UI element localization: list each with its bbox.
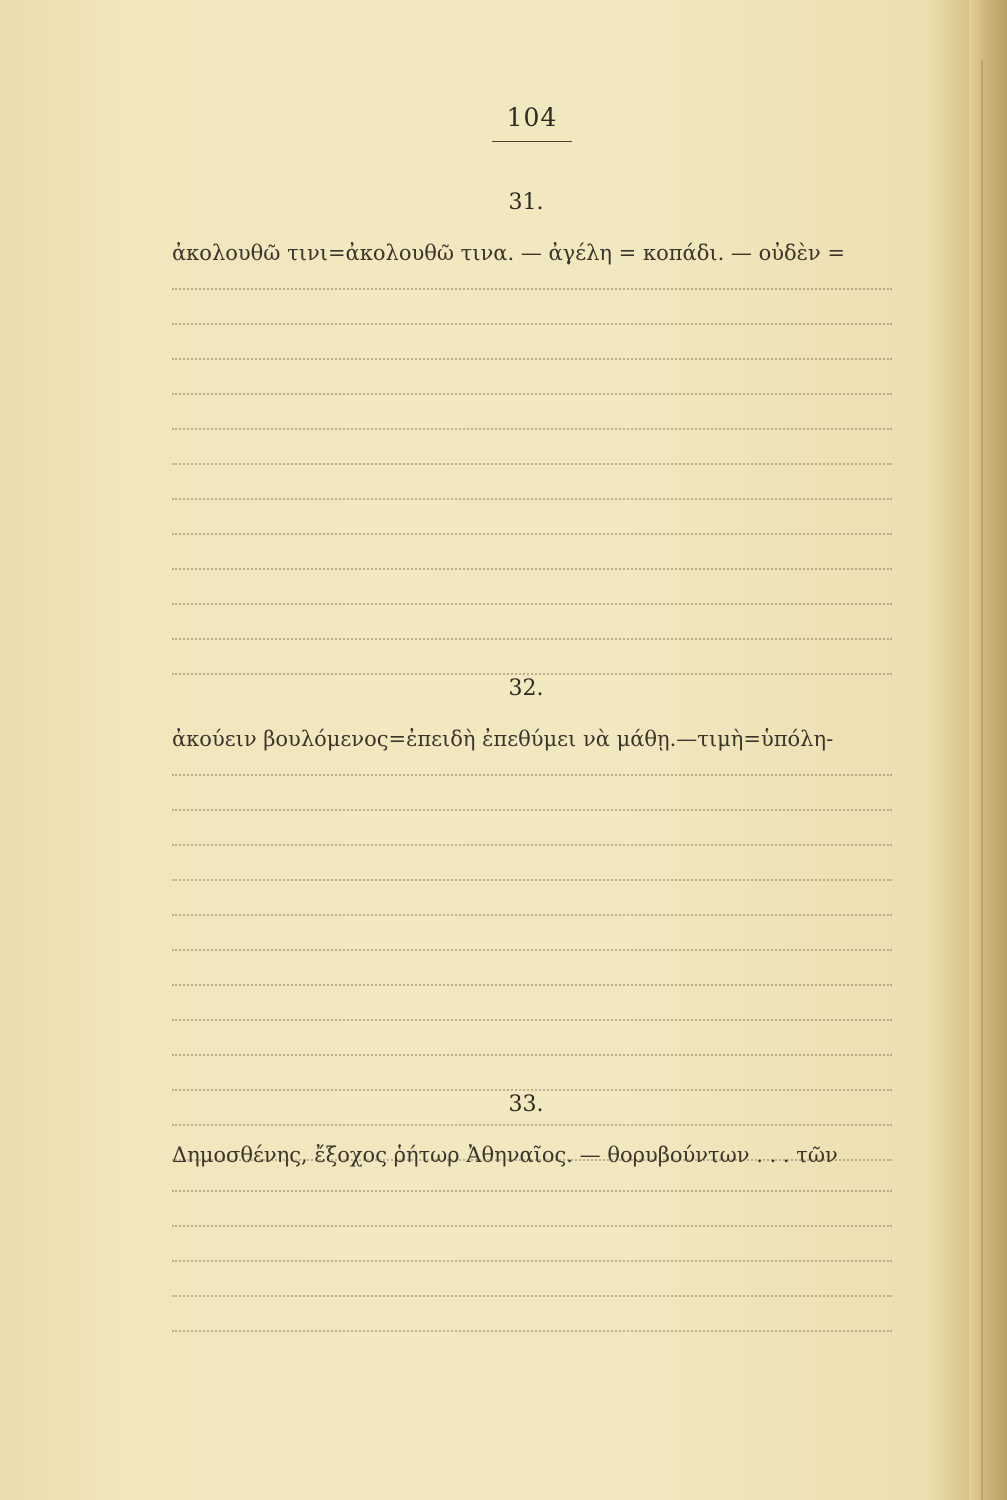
untranscribed-line (172, 586, 892, 621)
untranscribed-line (172, 967, 892, 1002)
untranscribed-line (172, 621, 892, 656)
untranscribed-line (172, 757, 892, 792)
untranscribed-line (172, 481, 892, 516)
untranscribed-line (172, 376, 892, 411)
section-31-text (172, 236, 892, 691)
untranscribed-line (172, 1037, 892, 1072)
section-31-first-line: ἀκολουθῶ τινι=ἀκολουθῶ τινα. — ἀγέλη = κοπάδι. — οὐδὲν = (172, 241, 845, 265)
section-32-first-line: ἀκούειν βουλόμενος=ἐπειδὴ ἐπεθύμει νὰ μάθῃ.—τιμὴ=ὑπόλη- (172, 727, 834, 751)
section-33-first-line: Δημοσθένης, ἔξοχος ῥήτωρ Ἀθηναῖος. — θορυβούντων . . . τῶν (172, 1143, 838, 1167)
untranscribed-line (172, 411, 892, 446)
page-number: 104 (506, 103, 558, 132)
untranscribed-line (172, 792, 892, 827)
untranscribed-line (172, 516, 892, 551)
section-number-31: 31. (508, 190, 544, 215)
untranscribed-line (172, 306, 892, 341)
untranscribed-line (172, 862, 892, 897)
untranscribed-line (172, 1173, 892, 1208)
untranscribed-line (172, 1313, 892, 1348)
section-number-33: 33. (508, 1092, 544, 1117)
untranscribed-line (172, 897, 892, 932)
untranscribed-line (172, 827, 892, 862)
untranscribed-line (172, 341, 892, 376)
untranscribed-line (172, 1002, 892, 1037)
untranscribed-line (172, 446, 892, 481)
page-edge-line (981, 60, 983, 1500)
untranscribed-line (172, 1278, 892, 1313)
page-edge (969, 0, 1007, 1500)
section-33-text (172, 1138, 892, 1348)
section-number-32: 32. (508, 676, 544, 701)
untranscribed-line (172, 1243, 892, 1278)
untranscribed-line (172, 1208, 892, 1243)
untranscribed-line (172, 271, 892, 306)
untranscribed-line (172, 932, 892, 967)
untranscribed-line (172, 551, 892, 586)
page-number-rule (492, 141, 572, 142)
